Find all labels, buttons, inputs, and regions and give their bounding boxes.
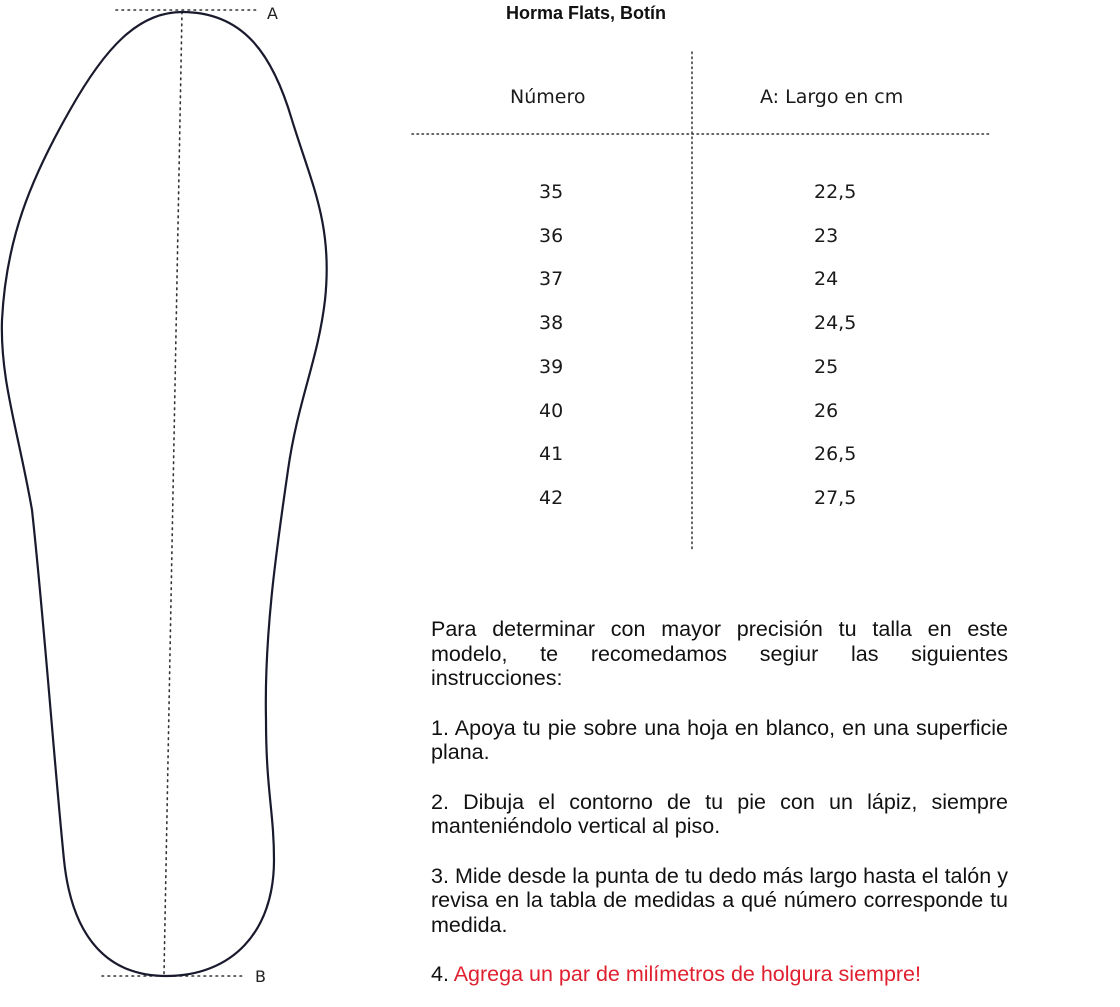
size-length: 25 [814, 356, 839, 378]
size-number: 36 [539, 225, 564, 247]
step-4-warning: Agrega un par de milímetros de holgura siempre! [453, 962, 921, 986]
table-row [0, 181, 1120, 207]
size-length: 24,5 [814, 312, 857, 334]
size-length: 24 [814, 268, 839, 290]
table-row [0, 268, 1120, 294]
table-row [0, 312, 1120, 338]
size-length: 26,5 [814, 443, 857, 465]
size-number: 40 [539, 400, 564, 422]
size-length: 23 [814, 225, 839, 247]
step-4-number: 4. [431, 962, 454, 986]
table-row [0, 487, 1120, 513]
size-length: 27,5 [814, 487, 857, 509]
table-row [0, 225, 1120, 251]
table-separators [400, 40, 1020, 560]
column-header-largo: A: Largo en cm [760, 86, 904, 108]
size-number: 41 [539, 443, 564, 465]
table-row [0, 356, 1120, 382]
point-b-label: B [255, 967, 266, 986]
table-row [0, 443, 1120, 469]
page-title: Horma Flats, Botín [506, 3, 667, 23]
size-number: 42 [539, 487, 564, 509]
size-number: 35 [539, 181, 564, 203]
instruction-step-2: 2. Dibuja el contorno de tu pie con un lápiz, siempre manteniéndolo vertical al piso. [431, 789, 1008, 838]
instruction-step-3: 3. Mide desde la punta de tu dedo más largo hasta el talón y revisa en la tabla de medidas a qué número corresponde tu medida. [431, 863, 1008, 937]
point-a-label: A [267, 4, 278, 23]
size-number: 39 [539, 356, 564, 378]
size-length: 22,5 [814, 181, 857, 203]
instruction-step-4 [431, 962, 1008, 987]
column-header-numero: Número [510, 86, 586, 108]
instructions-block [431, 617, 1008, 987]
instruction-step-1: 1. Apoya tu pie sobre una hoja en blanco, en una superficie plana. [431, 715, 1008, 764]
instructions-intro: Para determinar con mayor precisión tu talla en este modelo, te recomedamos segiur las siguientes instrucciones: [431, 617, 1008, 690]
size-number: 38 [539, 312, 564, 334]
size-number: 37 [539, 268, 564, 290]
table-row [0, 400, 1120, 426]
size-length: 26 [814, 400, 839, 422]
